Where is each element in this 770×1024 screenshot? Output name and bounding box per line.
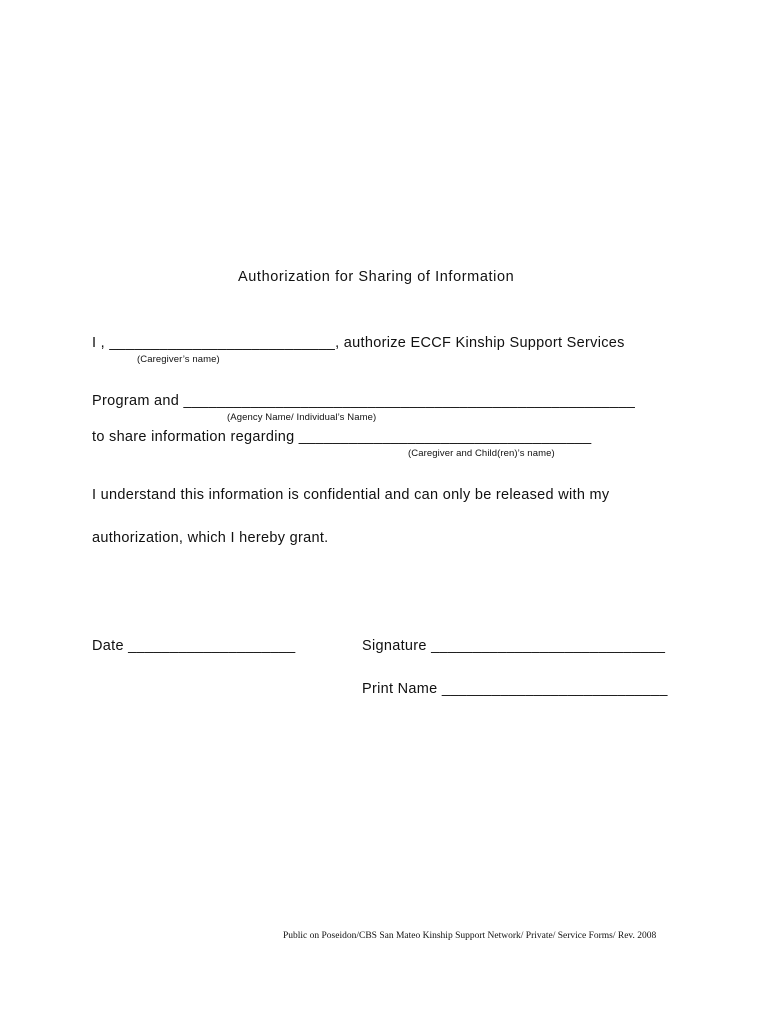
caregiver-children-caption: (Caregiver and Child(ren)’s name) <box>408 448 555 459</box>
caregiver-authorization-line: I , ___________________________, authorize ECCF Kinship Support Services <box>92 335 625 351</box>
program-agency-line: Program and ______________________________________________________ <box>92 393 636 409</box>
print-name-field: Print Name ___________________________ <box>362 681 668 697</box>
signature-field: Signature ____________________________ <box>362 638 666 654</box>
date-field: Date ____________________ <box>92 638 296 654</box>
document-footer: Public on Poseidon/CBS San Mateo Kinship Support Network/ Private/ Service Forms/ Rev. 2008 <box>283 931 657 941</box>
confidentiality-statement-line-1: I understand this information is confidential and can only be released with my <box>92 487 610 503</box>
agency-name-caption: (Agency Name/ Individual’s Name) <box>227 412 377 423</box>
document-title: Authorization for Sharing of Information <box>238 269 515 285</box>
share-information-line: to share information regarding ___________________________________ <box>92 429 592 445</box>
confidentiality-statement-line-2: authorization, which I hereby grant. <box>92 530 329 546</box>
caregiver-name-caption: (Caregiver’s name) <box>137 354 220 365</box>
